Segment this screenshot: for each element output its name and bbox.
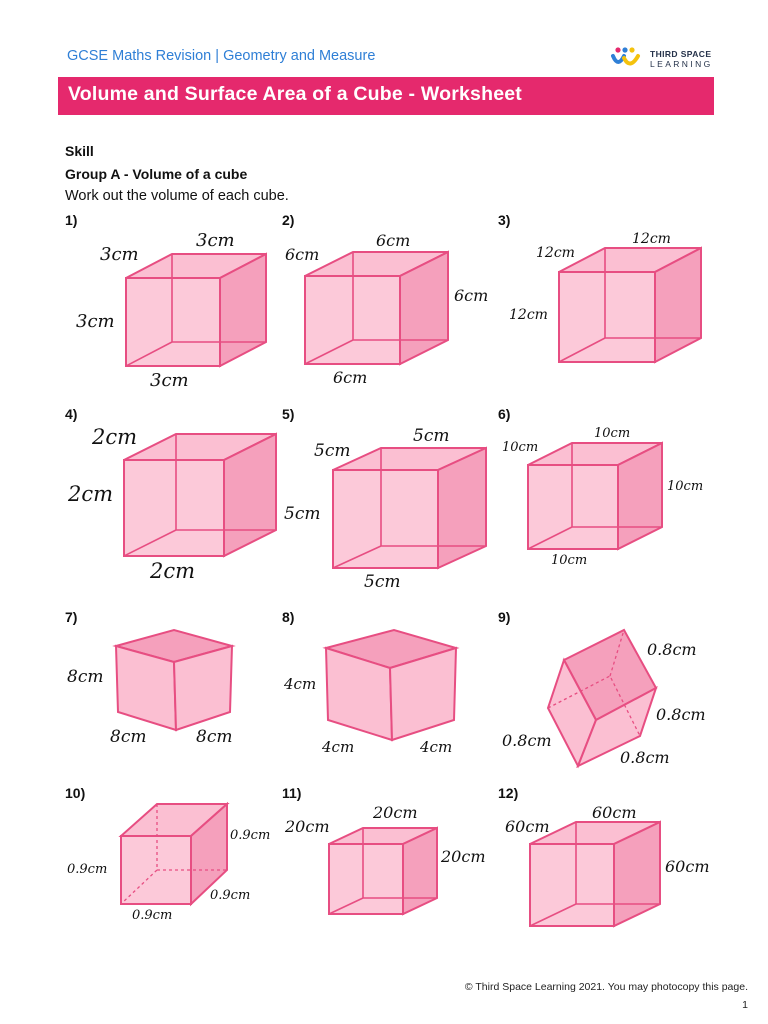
- dimension-label: 0.9cm: [210, 888, 251, 903]
- dimension-label: 12cm: [632, 231, 671, 247]
- dimension-label: 12cm: [509, 307, 548, 323]
- cube-diagram: [524, 441, 666, 553]
- dimension-label: 5cm: [413, 426, 450, 446]
- dimension-label: 3cm: [100, 244, 139, 265]
- dimension-label: 5cm: [314, 441, 351, 461]
- dimension-label: 2cm: [92, 425, 138, 449]
- dimension-label: 0.8cm: [647, 640, 697, 659]
- dimension-label: 4cm: [420, 738, 453, 756]
- dimension-label: 3cm: [76, 311, 115, 332]
- dimension-label: 12cm: [536, 245, 575, 261]
- dimension-label: 10cm: [667, 479, 704, 494]
- worksheet-title: Volume and Surface Area of a Cube - Worksheet: [68, 83, 522, 105]
- dimension-label: 3cm: [150, 370, 189, 391]
- group-title: Group A - Volume of a cube: [65, 166, 248, 182]
- cube-diagram: [526, 820, 664, 930]
- dimension-label: 8cm: [110, 727, 147, 747]
- dimension-label: 10cm: [502, 440, 539, 455]
- dimension-label: 0.8cm: [620, 748, 670, 767]
- dimension-label: 6cm: [454, 286, 489, 305]
- cube-diagram: [322, 628, 462, 742]
- instruction-text: Work out the volume of each cube.: [65, 188, 289, 204]
- cube-diagram: [328, 444, 492, 574]
- dimension-label: 6cm: [285, 245, 320, 264]
- subject-heading: GCSE Maths Revision | Geometry and Measure: [67, 48, 376, 64]
- question-number: 8): [282, 609, 295, 625]
- dimension-label: 4cm: [322, 738, 355, 756]
- dimension-label: 0.9cm: [132, 908, 173, 923]
- title-banner: [58, 77, 714, 115]
- cube-diagram: [120, 248, 272, 372]
- dimension-label: 2cm: [150, 559, 196, 583]
- dimension-label: 10cm: [551, 553, 588, 568]
- dimension-label: 5cm: [364, 572, 401, 592]
- cube-diagram: [112, 628, 236, 732]
- dimension-label: 20cm: [373, 803, 418, 822]
- question-number: 1): [65, 212, 78, 228]
- question-number: 12): [498, 785, 519, 801]
- brand-name: THIRD SPACE LEARNING: [650, 49, 713, 69]
- dimension-label: 2cm: [68, 482, 114, 506]
- dimension-label: 60cm: [505, 817, 550, 836]
- question-number: 2): [282, 212, 295, 228]
- question-number: 4): [65, 406, 78, 422]
- copyright-notice: © Third Space Learning 2021. You may photocopy this page.: [464, 981, 748, 993]
- cube-diagram: [120, 430, 282, 562]
- question-number: 6): [498, 406, 511, 422]
- question-number: 9): [498, 609, 511, 625]
- question-number: 10): [65, 785, 86, 801]
- dimension-label: 3cm: [196, 230, 235, 251]
- dimension-label: 60cm: [665, 857, 710, 876]
- dimension-label: 4cm: [284, 675, 317, 693]
- cube-diagram: [555, 244, 707, 366]
- question-number: 11): [282, 785, 302, 801]
- skill-label: Skill: [65, 143, 94, 159]
- dimension-label: 5cm: [284, 504, 321, 524]
- cube-diagram: [325, 826, 441, 918]
- dimension-label: 6cm: [376, 231, 411, 250]
- question-number: 5): [282, 406, 295, 422]
- page-number: 1: [742, 999, 748, 1011]
- dimension-label: 8cm: [67, 667, 104, 687]
- dimension-label: 10cm: [594, 426, 631, 441]
- question-number: 7): [65, 609, 78, 625]
- dimension-label: 0.8cm: [656, 705, 706, 724]
- dimension-label: 0.9cm: [67, 862, 108, 877]
- dimension-label: 20cm: [285, 817, 330, 836]
- cube-diagram: [300, 248, 454, 370]
- cube-diagram: [544, 626, 658, 768]
- dimension-label: 60cm: [592, 803, 637, 822]
- dimension-label: 8cm: [196, 727, 233, 747]
- dimension-label: 0.9cm: [230, 828, 271, 843]
- dimension-label: 6cm: [333, 368, 368, 387]
- dimension-label: 20cm: [441, 847, 486, 866]
- question-number: 3): [498, 212, 511, 228]
- dimension-label: 0.8cm: [502, 731, 552, 750]
